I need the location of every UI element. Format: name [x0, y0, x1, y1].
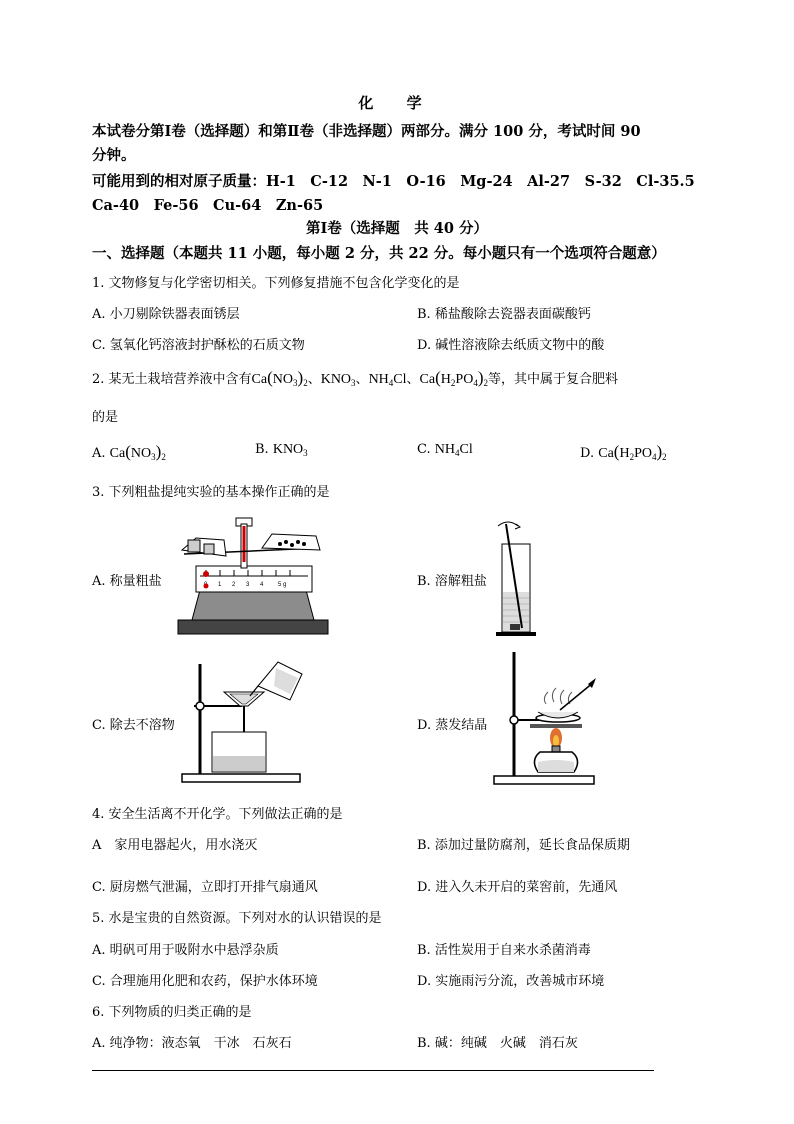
formula-subscript: 2 [303, 378, 308, 388]
q4-option-b: B. 添加过量防腐剂，延长食品保质期 [417, 838, 630, 853]
q4-option-c: C. 厨房燃气泄漏，立即打开排气扇通风 [92, 880, 318, 895]
formula-subscript: 2 [662, 452, 667, 462]
formula-nh4cl [369, 372, 407, 387]
q5-option-b: B. 活性炭用于自来水杀菌消毒 [417, 943, 591, 958]
formula-text: H [440, 372, 451, 387]
q1-option-a: A. 小刀剔除铁器表面锈层 [92, 307, 240, 322]
q5-option-a: A. 明矾可用于吸附水中悬浮杂质 [92, 943, 279, 958]
formula-subscript: 3 [293, 378, 298, 388]
formula-kno3 [321, 372, 356, 387]
q2-stem [92, 368, 618, 388]
formula-ca-no3-2: $Ca(NO_3)_2$ [251, 368, 308, 388]
scale-tick-label: 5 g [278, 582, 287, 588]
q5-stem: 5. 水是宝贵的自然资源。下列对水的认识错误的是 [92, 911, 382, 926]
formula-subscript: 4 [473, 378, 478, 388]
q3-option-b: B. 溶解粗盐 [417, 574, 487, 589]
q2-option-d: D. $Ca(H_2PO_4)_2$ [580, 442, 667, 462]
separator: 、 [307, 372, 321, 387]
filtration-figure [178, 656, 343, 786]
scale-tick-label: 3 [246, 582, 250, 588]
formula-text: Ca [109, 446, 126, 461]
formula-text: Ca [251, 372, 268, 387]
q6-option-b: B. 碱：纯碱 火碱 消石灰 [417, 1036, 578, 1051]
exam-intro-line2: 分钟。 [92, 147, 136, 164]
footer-rule [92, 1070, 654, 1071]
q5-option-c: C. 合理施用化肥和农药，保护水体环境 [92, 974, 318, 989]
formula-subscript: 3 [151, 452, 156, 462]
formula-text: PO [634, 446, 652, 461]
option-label: A. [92, 446, 106, 461]
atomic-masses-line1: 可能用到的相对原子质量：H-1 C-12 N-1 O-16 Mg-24 Al-27 S-32 Cl-35.5 [92, 173, 695, 190]
formula-subscript: 2 [161, 452, 166, 462]
formula-text: Cl [393, 372, 407, 387]
q1-option-b: B. 稀盐酸除去瓷器表面碳酸钙 [417, 307, 591, 322]
formula-subscript: 2 [483, 378, 488, 388]
q3-stem: 3. 下列粗盐提纯实验的基本操作正确的是 [92, 485, 330, 500]
formula-text: NO [272, 372, 294, 387]
section-title: 一、选择题（本题共 11 小题，每小题 2 分，共 22 分。每小题只有一个选项符合题意） [92, 245, 666, 262]
formula-subscript: 3 [351, 378, 356, 388]
formula-subscript: 2 [629, 452, 635, 462]
q5-option-d: D. 实施雨污分流，改善城市环境 [417, 974, 605, 989]
q3-option-d: D. 蒸发结晶 [417, 718, 488, 733]
q2-option-b [255, 442, 308, 458]
q1-option-d: D. 碱性溶液除去纸质文物中的酸 [417, 338, 605, 353]
scale-tick-label: 2 [232, 582, 236, 588]
formula-ca-h2po4-2: $Ca(H_2PO_4)_2$ [419, 368, 488, 388]
q2-stem-end: 等，其中属于复合肥料 [487, 372, 618, 387]
formula-text: NO [130, 446, 152, 461]
option-label: B. [255, 442, 269, 457]
q4-option-a: A 家用电器起火，用水浇灭 [92, 838, 258, 853]
q2-option-a: A. $Ca(NO_3)_2$ [92, 442, 166, 462]
q4-option-d: D. 进入久未开启的菜窖前，先通风 [417, 880, 618, 895]
q2-option-c [417, 442, 473, 458]
exam-intro-line1: 本试卷分第Ⅰ卷（选择题）和第Ⅱ卷（非选择题）两部分。满分 100 分，考试时间 90 [92, 123, 641, 140]
scale-tick-label: 4 [260, 582, 264, 588]
formula-text: H [619, 446, 630, 461]
q4-stem: 4. 安全生活离不开化学。下列做法正确的是 [92, 807, 343, 822]
atomic-masses-line2: Ca-40 Fe-56 Cu-64 Zn-65 [92, 197, 324, 214]
formula-text: Ca [598, 446, 614, 461]
q2-stem-start: 2. 某无土栽培营养液中含有 [92, 372, 252, 387]
option-label: D. [580, 446, 595, 461]
formula-subscript: 4 [652, 452, 657, 462]
formula-text: NH [434, 442, 455, 457]
q3-option-c: C. 除去不溶物 [92, 718, 175, 733]
separator: 、 [355, 372, 369, 387]
option-label: C. [417, 442, 431, 457]
formula-text: KNO [320, 372, 352, 387]
formula-subscript: 4 [388, 378, 394, 388]
formula-subscript: 2 [450, 378, 456, 388]
page-title: 化 学 [358, 94, 436, 112]
q3-option-a: A. 称量粗盐 [92, 574, 162, 589]
evaporation-figure [490, 648, 608, 788]
scale-tick-label: 1 [218, 582, 222, 588]
formula-subscript: 4 [455, 448, 460, 458]
dissolving-cylinder-figure [488, 512, 548, 637]
formula-text: Cl [459, 442, 473, 457]
q6-option-a: A. 纯净物：液态氧 干冰 石灰石 [92, 1036, 292, 1051]
formula-text: NH [368, 372, 389, 387]
q1-option-c: C. 氢氧化钙溶液封护酥松的石质文物 [92, 338, 305, 353]
formula-text: KNO [272, 442, 304, 457]
formula-text: Ca [419, 372, 436, 387]
volume-title: 第Ⅰ卷（选择题 共 40 分） [305, 220, 489, 237]
q1-stem: 1. 文物修复与化学密切相关。下列修复措施不包含化学变化的是 [92, 276, 460, 291]
balance-weighing-figure [170, 514, 335, 638]
separator: 、 [406, 372, 420, 387]
q2-stem-line2: 的是 [92, 410, 119, 425]
formula-subscript: 3 [303, 448, 308, 458]
q6-stem: 6. 下列物质的归类正确的是 [92, 1005, 252, 1020]
formula-text: PO [455, 372, 474, 387]
